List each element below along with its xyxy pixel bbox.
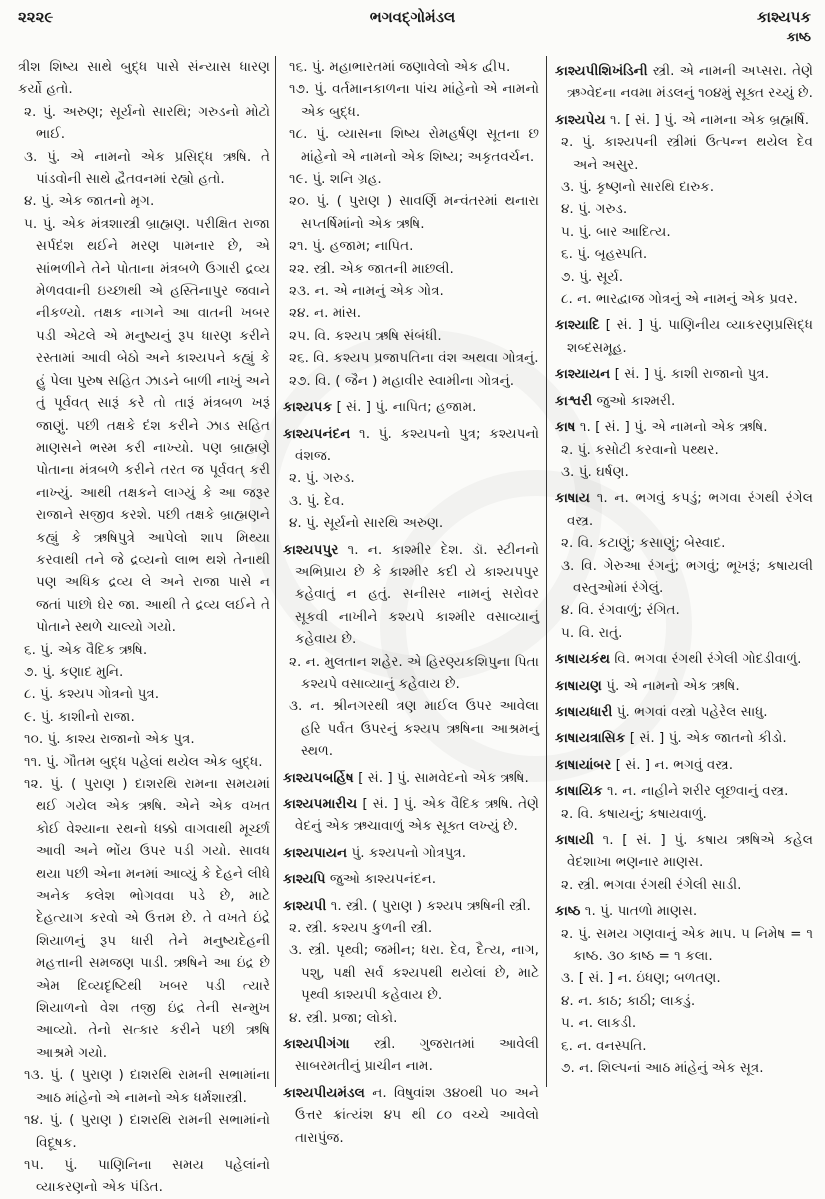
definition-text: સ્ત્રી. એ નામની અપ્સરા. તેણે ઋગ્વેદના નવમા મંડલનું ૧૦૪મું સૂક્ત રચ્યું છે.: [567, 63, 813, 102]
dictionary-entry: [283, 396, 539, 418]
guide-word-last: કાષ્ઠ: [786, 30, 811, 45]
dictionary-entry: [555, 109, 813, 131]
definition-text: ૫. પું. બાર આદિત્ય.: [561, 223, 671, 240]
definition-text: પું. ભગવાં વસ્ત્રો પહેરેલ સાધુ.: [616, 703, 768, 720]
entry-sense: [283, 325, 539, 347]
definition-text: ૧૩. પું. ( પુરાણ ) દાશરથિ રામની સભામાંના આઠ માંહેનો એ નામનો એક ધર્મશાસ્ત્રી.: [24, 1067, 270, 1106]
dictionary-entry: [555, 780, 813, 802]
definition-text: ૯. પું. કાશીનો રાજા.: [24, 708, 135, 725]
headword: કાશ્યપિ: [283, 871, 326, 888]
dictionary-entry: [555, 727, 813, 749]
definition-text: પું. કશ્યપનો ગોત્રપુત્ર.: [351, 844, 467, 861]
headword: કાષાયત્રાસિક: [555, 730, 626, 747]
entry-sense: [555, 923, 813, 968]
definition-text: ન. વિષુવાંશ ૩૪૦થી ૫૦ અને ઉત્તર ક્રાંત્યંશ ૪૫ થી ૮૦ વચ્ચે આવેલો તારાપુંજ.: [295, 1084, 539, 1146]
definition-text: ૨૭. વિ. ( જૈન ) મહાવીર સ્વામીના ગોત્રનું.: [289, 372, 515, 389]
entry-sense: [555, 1035, 813, 1057]
running-title: ભગવદ્ગોમંડલ: [369, 8, 456, 26]
entry-sense: [555, 243, 813, 265]
definition-text: ૧૯. પું. શનિ ગ્રહ.: [289, 171, 382, 188]
definition-text: ૧. [ સં. ] પું. કષાય ઋષિએ કહેલ વેદશાખા ભણનાર માણસ.: [567, 832, 813, 871]
dictionary-entry: [283, 793, 539, 838]
headword: કાષાય: [555, 490, 590, 507]
definition-text: ૩. વિ. ગેરુઆ રંગનું; ભગવું; ભૂખરૂં; કષાયલી વસ્તુઓમાં રંગેલું.: [561, 557, 813, 596]
definition-text: ૨. ન. મુલતાન શહેર. એ હિરણ્યકશિપુના પિતા કશ્યપે વસાવ્યાનું કહેવાય છે.: [289, 653, 539, 692]
definition-text: [ સં. ] પું. એક જાતનો કીડો.: [629, 730, 787, 747]
headword: કાશ્વરી: [555, 392, 593, 409]
dictionary-entry: [555, 675, 813, 697]
dictionary-entry: [283, 423, 539, 468]
definition-text: ૪. વિ. રંગવાળું; રંગિત.: [561, 602, 680, 619]
entry-sense: [283, 258, 539, 280]
entry-sense: [283, 123, 539, 168]
definition-text: ૧. [ સં. ] પું. એ નામનો એક ઋષિ.: [579, 419, 768, 436]
definition-text: ૨. પું. કાશ્યપની સ્ત્રીમાં ઉત્પન્ન થયેલ દેવ અને અસુર.: [561, 134, 813, 173]
entry-sense: [555, 439, 813, 461]
entry-sense: [283, 347, 539, 369]
entry-sense: [18, 213, 270, 639]
definition-text: [ સં. ] પું. સામવેદનો એક ઋષિ.: [358, 769, 529, 786]
definition-text: ૧૨. પું. ( પુરાણ ) દાશરથિ રામના સમયમાં થઈ ગયેલ એક ઋષિ. એને એક વખત કોઈ વેશ્યાના રથનો ધક્કો વાગવાથી મૂર્ચ્છા આવી અને ભોંય ઉપર પડી ગયો. સાવધ થયા પછી એના મનમાં આવ્યું કે દેહને લીધે અનેક કલેશ ભોગવવા પડે છે, માટે દેહત્યાગ કરવો એ ઉત્તમ છે. તે વખતે ઇંદ્રે શિયાળનું રૂપ ધારી તેને મનુષ્યદેહની મહત્તાની સમજણ પાડી. ઋષિને આ ઇંદ્ર છે એમ દિવ્યદૃષ્ટિથી ખબર પડી ત્યારે શિયાળનો વેશ તજી ઇંદ્ર તેની સન્મુખ આવ્યો. તેનો સત્કાર કરીને પછી ઋષિ આશ્રમે ગયો.: [24, 776, 270, 1061]
dictionary-entry: [555, 363, 813, 385]
definition-text: ૨૪. ન. માંસ.: [289, 305, 362, 322]
column-2: [283, 56, 539, 1149]
definition-text: ૩. ન. શ્રીનગરથી ત્રણ માઈલ ઉપર આવેલા હરિ પર્વત ઉપરનું કશ્યપ ઋષિના આશ્રમનું સ્થળ.: [289, 698, 539, 760]
definition-text: ૭. પું. સૂર્ય.: [561, 268, 624, 285]
entry-sense: [18, 101, 270, 146]
headword: કાષાયાંબર: [555, 756, 612, 773]
dictionary-entry: [283, 895, 539, 917]
dictionary-entry: [555, 754, 813, 776]
entry-sense: [18, 661, 270, 683]
definition-text: ૪. પું. સૂર્યનો સારથિ અરુણ.: [289, 515, 444, 532]
entry-sense: [283, 651, 539, 696]
definition-text: [ સં. ] પું. કાશી રાજાનો પુત્ર.: [614, 366, 770, 383]
definition-text: ૫. વિ. રાતું.: [561, 624, 623, 641]
definition-text: ૧. સ્ત્રી. ( પુરાણ ) કશ્યપ ઋષિની સ્ત્રી.: [330, 897, 531, 914]
definition-text: ૨. પું. કસોટી કરવાનો પથ્થર.: [561, 441, 719, 458]
definition-text: ૬. પું. બૃહસ્પતિ.: [561, 246, 648, 263]
entry-sense: [555, 288, 813, 310]
definition-text: ૬. ન. વનસ્પતિ.: [561, 1037, 647, 1054]
definition-text: ૩. પું. દેવ.: [289, 492, 345, 509]
headword: કાશ્યપપુર: [283, 541, 339, 558]
headword: કાશ્યાદિ: [555, 317, 600, 334]
headword: કાશ્યપેય: [555, 111, 606, 128]
definition-text: ૭. પું. કણાદ મુનિ.: [24, 663, 124, 680]
entry-sense: [283, 370, 539, 392]
entry-sense: [555, 176, 813, 198]
definition-text: ૮. પું. કશ્યપ ગોત્રનો પુત્ર.: [24, 686, 160, 703]
definition-text: ૧. ન. નાહીને શરીર લૂછવાનું વસ્ત્ર.: [607, 783, 789, 800]
definition-text: ૪. ન. કાઠ; કાઠી; લાકડું.: [561, 992, 696, 1009]
entry-sense: [555, 131, 813, 176]
definition-text: ૪. સ્ત્રી. પ્રજા; લોકો.: [289, 1009, 398, 1026]
dictionary-entry: [555, 648, 813, 670]
dictionary-entry: [283, 842, 539, 864]
entry-sense: [18, 190, 270, 212]
headword: કાષાયિક: [555, 783, 603, 800]
entry-sense: [555, 1012, 813, 1034]
entry-sense: [18, 683, 270, 705]
entry-sense: [18, 728, 270, 750]
page-number: ૨૨૨૯: [18, 8, 54, 26]
definition-text: ૪. પું. એક જાતનો મૃગ.: [24, 193, 155, 210]
definition-text: ૨. વિ. કષાયનું; કષાયવાળું.: [561, 805, 707, 822]
definition-text: ૨૫. વિ. કશ્યપ ઋષિ સંબંધી.: [289, 327, 442, 344]
definition-text: જુઓ કાશ્યપનંદન.: [329, 871, 437, 888]
definition-text: ૧. પું. કશ્યપનો પુત્ર; કશ્યપનો વંશજ.: [295, 425, 539, 464]
entry-sense: [555, 622, 813, 644]
guide-word-first: કાશ્યપક: [756, 8, 811, 26]
definition-text: ૫. પું. એક મંત્રશાસ્ત્રી બ્રાહ્મણ. પરીક્ષિત રાજા સર્પદંશ થઈને મરણ પામનાર છે, એ સાંભળીને તેને પોતાના મંત્રબળે ઉગારી દ્રવ્ય મેળવવાની ઇચ્છાથી એ હસ્તિનાપુર જવાને નીકળ્યો. તક્ષક નાગને આ વાતની ખબર પડી એટલે એ મનુષ્યનું રૂપ ધારણ કરીને રસ્તામાં આવી બેઠો અને કાશ્યપને કહ્યું કે હું પેલા પુરુષ સહિત ઝાડને બાળી નાખું અને તું પૂર્વવત્ સારૂં કરે તો તારૂં મંત્રબળ ખરૂં જાણું. પછી તક્ષકે દંશ કરીને ઝાડ સહિત માણસને ભસ્મ કરી નાખ્યો. પણ બ્રાહ્મણે પોતાના મંત્રબળે કરીને તરત જ પૂર્વવત્ કરી નાખ્યું. આથી તક્ષકને લાગ્યું કે આ જરૂર રાજાને સજીવ કરશે. પછી તક્ષકે બ્રાહ્મણને કહ્યું કે ઋષિપુત્રે આપેલો શાપ મિથ્યા કરવાથી તને જે દ્રવ્યનો લાભ થશે તેનાથી પણ અધિક દ્રવ્ય લે અને રાજા પાસે ન જતાં પાછો ઘેર જા. આથી તે દ્રવ્ય લઈને તે પોતાને સ્થળે ચાલ્યો ગયો.: [24, 215, 270, 636]
entry-sense: [18, 146, 270, 191]
dictionary-entry: [555, 314, 813, 359]
headword: કાશ્યાયન: [555, 366, 611, 383]
dictionary-entry: [555, 701, 813, 723]
definition-text: ૧૪. પું. ( પુરાણ ) દાશરથિ રામની સભામાંનો વિદૂષક.: [24, 1112, 270, 1151]
entry-sense: [555, 461, 813, 483]
column-3: [555, 56, 813, 1079]
definition-text: ૨. સ્ત્રી. ભગવા રંગથી રંગેલી સાડી.: [561, 876, 742, 893]
entry-sense: [555, 555, 813, 600]
dictionary-entry: [555, 390, 813, 412]
entry-sense: [555, 198, 813, 220]
dictionary-entry: [555, 900, 813, 922]
definition-text: ૨૦. પું. ( પુરાણ ) સાવર્ણિ મન્વંતરમાં થનારા સપ્તર્ષિમાંનો એક ઋષિ.: [289, 193, 539, 232]
entry-sense: [283, 280, 539, 302]
headword: કાષ: [555, 419, 576, 436]
definition-text: ૧૦. પું. કાશ્ય રાજાનો એક પુત્ર.: [24, 731, 195, 748]
definition-text: ૨૧. પું. હજામ; નાપિત.: [289, 238, 414, 255]
dictionary-entry: [555, 60, 813, 105]
headword: કાશ્યપમારીચ: [283, 796, 358, 812]
definition-text: જુઓ કાશ્મરી.: [596, 392, 676, 409]
dictionary-entry: [555, 487, 813, 532]
definition-text: ૨. પું. અરુણ; સૂર્યનો સારથિ; ગરુડનો મોટો ભાઈ.: [24, 103, 270, 143]
entry-sense: [18, 639, 270, 661]
headword: કાશ્યપનંદન: [283, 425, 351, 442]
definition-text: ૧. પું. પાતળો માણસ.: [584, 903, 698, 920]
dictionary-entry: [283, 1082, 539, 1149]
headword: કાષાયી: [555, 832, 594, 848]
entry-sense: [555, 221, 813, 243]
definition-text: ૧. ન. કાશ્મીર દેશ. ડૉ. સ્ટીનનો અભિપ્રાય છે કે કાશ્મીર કદી યે કાશ્યપપુર કહેવાતું ન હતું. સનીસર નામનું સરોવર સૂકવી નાખીને કશ્યપે કાશ્મીર વસાવ્યાનું કહેવાય છે.: [295, 541, 539, 648]
definition-text: ૩. [ સં. ] ન. ઇંધણ; બળતણ.: [561, 970, 721, 987]
definition-text: ત્રીશ શિષ્ય સાથે બુદ્ધ પાસે સંન્યાસ ધારણ કર્યો હતો.: [18, 59, 270, 98]
definition-text: ૮. ન. ભારદ્વાજ ગોત્રનું એ નામનું એક પ્રવર.: [561, 291, 798, 308]
page-header: [0, 6, 825, 50]
definition-text: ૫. ન. લાકડી.: [561, 1015, 637, 1032]
entry-sense: [18, 1064, 270, 1109]
definition-text: ૩. સ્ત્રી. પૃથ્વી; જમીન; ધરા. દેવ, દૈત્ય, નાગ, પશુ, પક્ષી સર્વ કશ્યપથી થયેલાં છે, માટે પૃથ્વી કાશ્યપી કહેવાય છે.: [289, 942, 539, 1004]
entry-sense: [555, 967, 813, 989]
definition-text: ૪. પું. ગરુડ.: [561, 201, 628, 218]
entry-sense: [283, 695, 539, 762]
column-divider: [275, 56, 276, 1087]
entry-sense: [555, 874, 813, 896]
definition-text: ૧૧. પું. ગૌતમ બુદ્ધ પહેલાં થયેલ એક બુદ્ધ.: [24, 753, 263, 770]
entry-sense: [283, 168, 539, 190]
entry-sense: [555, 599, 813, 621]
definition-text: [ સં. ] પું. નાપિત; હજામ.: [336, 399, 477, 416]
definition-text: [ સં. ] પું. એક વૈદિક ઋષિ. તેણે વેદનું એક ઋચાવાળું એક સૂક્ત લખ્યું છે.: [295, 796, 539, 835]
definition-text: ૧૭. પું. વર્તમાનકાળના પાંચ માંહેનો એ નામનો એક બુદ્ધ.: [289, 81, 539, 120]
entry-sense: [283, 78, 539, 123]
entry-sense: [18, 56, 270, 101]
entry-sense: [555, 990, 813, 1012]
definition-text: ૬. પું. એક વૈદિક ઋષિ.: [24, 641, 148, 658]
entry-sense: [283, 1007, 539, 1029]
headword: કાષાયકંથ: [555, 651, 611, 668]
headword: કાશ્યપીગંગા: [283, 1036, 350, 1053]
definition-text: ૩. પું. કૃષ્ણનો સારથિ દારુક.: [561, 179, 715, 196]
entry-sense: [283, 490, 539, 512]
definition-text: [ સં. ] પું. પાણિનીય વ્યાકરણપ્રસિદ્ધ શબ્દસમૂહ.: [567, 317, 813, 356]
dictionary-entry: [555, 416, 813, 438]
definition-text: પું. એ નામનો એક ઋષિ.: [606, 677, 740, 694]
entry-sense: [18, 1154, 270, 1199]
dictionary-entry: [283, 868, 539, 890]
definition-text: ૧. ન. ભગવું કપડું; ભગવા રંગથી રંગેલ વસ્ત્ર.: [567, 490, 813, 529]
entry-sense: [283, 190, 539, 235]
headword: કાશ્યપક: [283, 399, 333, 416]
headword: કાશ્યપીશિખંડિની: [555, 63, 648, 79]
definition-text: ૨. વિ. કટાણું; કસાણું; બેસ્વાદ.: [561, 535, 726, 552]
entry-sense: [283, 939, 539, 1006]
definition-text: ૨. પું. ગરુડ.: [289, 470, 355, 487]
headword: કાશ્યપબર્હિષ: [283, 769, 354, 786]
entry-sense: [555, 266, 813, 288]
entry-sense: [18, 773, 270, 1064]
definition-text: ૧૬. પું. મહાભારતમાં જણાવેલો એક દ્વીપ.: [289, 59, 511, 75]
definition-text: ૨૨. સ્ત્રી. એક જાતની માછલી.: [289, 260, 454, 277]
entry-sense: [18, 706, 270, 728]
definition-text: વિ. ભગવા રંગથી રંગેલી ગોદડીવાળું.: [614, 651, 802, 668]
dictionary-entry: [555, 829, 813, 874]
headword: કાષાયધારી: [555, 703, 613, 720]
entry-sense: [18, 751, 270, 773]
definition-text: ૩. પું. એ નામનો એક પ્રસિદ્ધ ઋષિ. તે પાંડવોની સાથે દ્વૈતવનમાં રહ્યો હતો.: [24, 148, 270, 188]
headword: કાશ્યપાયન: [283, 844, 348, 861]
column-divider: [546, 56, 547, 1087]
dictionary-entry: [283, 539, 539, 651]
entry-sense: [283, 917, 539, 939]
entry-sense: [555, 1057, 813, 1079]
entry-sense: [18, 1109, 270, 1154]
definition-text: ૨. પું. સમય ગણવાનું એક માપ. ૫ નિમેષ = ૧ કાષ્ઠ. ૩૦ કાષ્ઠ = ૧ કલા.: [561, 925, 813, 965]
headword: કાશ્યપી: [283, 897, 327, 914]
headword: કાષ્ઠ: [555, 903, 581, 920]
definition-text: ૧. [ સં. ] પું. એ નામના એક બ્રહ્મર્ષિ.: [609, 111, 810, 128]
definition-text: ૨૬. વિ. કશ્યપ પ્રજાપતિના વંશ અથવા ગોત્રનું.: [289, 350, 539, 367]
entry-sense: [283, 56, 539, 78]
definition-text: ૧૫. પું. પાણિનિના સમય પહેલાંનો વ્યાકરણનો એક પંડિત.: [24, 1156, 270, 1196]
entry-sense: [283, 512, 539, 534]
dictionary-entry: [283, 767, 539, 789]
definition-text: ૩. પું. ઘર્ષણ.: [561, 463, 629, 480]
entry-sense: [555, 803, 813, 825]
definition-text: ૧૮. પું. વ્યાસના શિષ્ય રોમહર્ષણ સૂતના છ માંહેનો એ નામનો એક શિષ્ય; અકૃતવર્ચન.: [289, 126, 539, 165]
entry-sense: [283, 235, 539, 257]
entry-sense: [283, 467, 539, 489]
dictionary-entry: [283, 1033, 539, 1078]
headword: કાષાયણ: [555, 677, 602, 694]
column-1: [18, 56, 270, 1199]
headword: કાશ્યપીયમંડલ: [283, 1084, 365, 1101]
definition-text: ૨. સ્ત્રી. કશ્યપ કુળની સ્ત્રી.: [289, 920, 433, 937]
definition-text: ૨૩. ન. એ નામનું એક ગોત્ર.: [289, 283, 444, 300]
definition-text: [ સં. ] ન. ભગવું વસ્ત્ર.: [615, 756, 734, 773]
entry-sense: [283, 302, 539, 324]
definition-text: સ્ત્રી. ગુજરાતમાં આવેલી સાબરમતીનું પ્રાચીન નામ.: [295, 1036, 540, 1075]
entry-sense: [555, 532, 813, 554]
definition-text: ૭. ન. શિલ્પનાં આઠ માંહેનું એક સૂત્ર.: [561, 1060, 764, 1077]
